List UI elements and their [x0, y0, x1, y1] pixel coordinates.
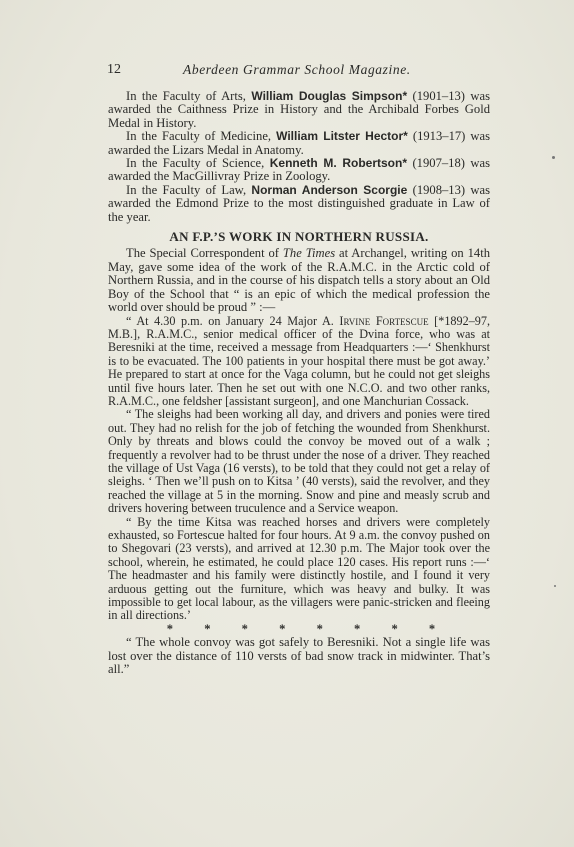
paper-speck	[552, 156, 555, 159]
dispatch-paragraph-1: “ At 4.30 p.m. on January 24 Major A. Irvine Fortescue [*1892–97, M.B.], R.A.M.C., senior medical officer of the Dvina force, who was at Beresniki at the time, received a message from Headquarters :—‘ Shenkhurst is to be evacuated. The 100 patients in your hospital there must be got away.’ He prepared to start at once for the Vaga column, but he could not get sleighs until five hours later. Then he set out with one N.C.O. and two other ranks, R.A.M.C., one feldsher [assistant surgeon], and one Manchurian Cossack.	[108, 313, 491, 408]
page-body	[108, 90, 490, 676]
officer-name: Irvine Fortescue	[339, 313, 429, 328]
dispatch-paragraph-4: “ The whole convoy was got safely to Beresniki. Not a single life was lost over the distance of 110 versts of bad snow track in midwinter. That’s all.”	[108, 635, 490, 677]
page-header	[107, 62, 493, 82]
prize-winner-name: Kenneth M. Robertson*	[269, 156, 408, 171]
prize-winner-name: Norman Anderson Scorgie	[251, 182, 408, 197]
article-heading: AN F.P.’S WORK IN NORTHERN RUSSIA.	[169, 229, 429, 245]
prize-paragraph-arts: In the Faculty of Arts, William Douglas Simpson* (1901–13) was awarded the Caithness Prize in History and the Archibald Forbes Gold Medal in History.	[108, 89, 490, 130]
prize-paragraph-science: In the Faculty of Science, Kenneth M. Robertson* (1907–18) was awarded the MacGillivray Prize in Zoology.	[108, 156, 490, 184]
prize-winner-name: William Douglas Simpson*	[251, 89, 408, 103]
section-break-stars: * * * * * * * *	[166, 621, 450, 636]
paper-speck	[554, 585, 556, 587]
prize-paragraph-law: In the Faculty of Law, Norman Anderson Scorgie (1908–13) was awarded the Edmond Prize to the most distinguished graduate in Law of the year.	[108, 182, 490, 224]
dispatch-paragraph-2: “ The sleighs had been working all day, and drivers and ponies were tired out. They had no relish for the job of fetching the wounded from Shenkhurst. Only by threats and blows could the convoy be moved out of a walk ; frequently a revolver had to be thrust under the nose of a driver. They reached the village of Ust Vaga (16 versts), to be told that they could not get a relay of sleighs. ‘ Then we’ll push on to Kitsa ’ (40 versts), said the revolver, and they reached the village at 5 in the morning. Snow and pine and measly scrub and drivers hovering between truculence and a Service weapon.	[108, 407, 490, 516]
quoted-dispatch	[108, 315, 490, 623]
prize-paragraph-medicine: In the Faculty of Medicine, William Litster Hector* (1913–17) was awarded the Lizars Medal in Anatomy.	[108, 129, 490, 157]
newspaper-title: The Times	[282, 246, 336, 261]
article-intro: The Special Correspondent of The Times at Archangel, writing on 14th May, gave some idea of the work of the R.A.M.C. in the Arctic cold of Northern Russia, and in the course of his dispatch tells a story about an Old Boy of the School that “ is an epic of which the medical profession the world over should be proud ” :—	[108, 246, 490, 315]
prize-winner-name: William Litster Hector*	[276, 129, 408, 144]
dispatch-paragraph-3: “ By the time Kitsa was reached horses and drivers were completely exhausted, so Fortescue halted for four hours. At 9 a.m. the convoy pushed on to Shegovari (23 versts), and arrived at 12.30 p.m. The Major took over the school, wherein, he estimated, he could place 120 cases. His report runs :—‘ The headmaster and his family were distinctly hostile, and I found it very arduous getting out the furniture, which was heavy and bulky. It was impossible to get local labour, as the villagers were panic-stricken and fleeing in all directions.’	[108, 514, 490, 623]
running-title: Aberdeen Grammar School Magazine.	[183, 62, 411, 77]
page-number: 12	[107, 62, 121, 77]
